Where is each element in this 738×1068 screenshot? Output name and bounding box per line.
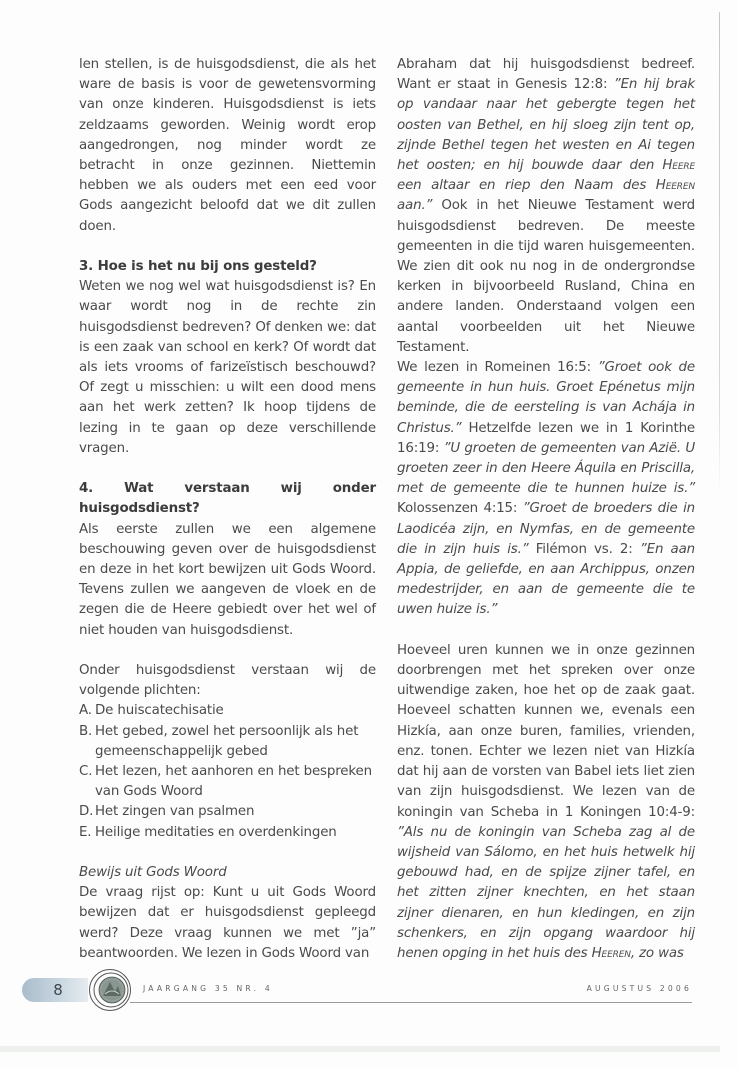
section-4-heading: 4. Wat verstaan wij onder huisgodsdienst?: [79, 481, 376, 517]
list-item: [79, 722, 376, 762]
quote-run: aan.”: [397, 198, 433, 214]
section-4-body: Als eerste zullen we een algemene beschouwing geven over de huisgodsdienst en deze in het kort bewijzen uit Gods Woord. Tevens zullen we aangeven de vloek en de zegen die de Heere gebiedt over het wel of niet houden van huisgodsdienst.: [79, 521, 376, 638]
quote-run: ”Als nu de koningin van Scheba zag al de wijsheid van Sálomo, en het huis hetwelk hij gebouwd had, en de spijze zijner tafel, en het zitten zijner knechten, en het staan zijner dienaren, en hun kledingen, en zijn schenkers, en zijn opgang waardoor hij henen opging in het huis des: [397, 824, 695, 961]
text-run: We lezen in Romeinen 16:5:: [397, 360, 598, 376]
page-number-badge: [22, 978, 88, 1002]
page-footer: [0, 966, 738, 1016]
list-item-text: Het lezen, het aanhoren en het bespreken van Gods Woord: [95, 764, 372, 800]
footer-rule: [130, 1002, 692, 1003]
list-item-label: D.: [79, 804, 94, 820]
quote-run: , zo was: [630, 945, 684, 961]
philemon-quote: ”En aan Appia, de geliefde, en aan Archippus, onzen medestrijder, en aan de gemeente die te uwen huize is.”: [397, 541, 695, 618]
text-run: Abraham dat hij huisgodsdienst bedreef. Want er staat in Genesis 12:8:: [397, 57, 695, 93]
page-bottom-band: [0, 1046, 720, 1052]
list-item-text: De huiscatechisatie: [95, 703, 224, 719]
issue-date: AUGUSTUS 2006: [586, 984, 692, 993]
hoeveel-paragraph: [397, 641, 695, 964]
list-item-text: Heilige meditaties en overdenkingen: [95, 824, 337, 840]
list-item: [79, 823, 376, 843]
romans-paragraph: [397, 358, 695, 621]
list-item-label: E.: [79, 824, 92, 840]
colossians-quote: ”Groet de broeders die in Laodicéa zijn, en Nymfas, en de gemeente die in zijn huis is.”: [397, 501, 695, 557]
intro-paragraph: len stellen, is de huisgodsdienst, die als het ware de basis is voor de gewetensvorming van onze kinderen. Huisgodsdienst is iets zeldzaams geworden. Weinig wordt erop aangedrongen, nog minder wordt ze betracht in onze gezinnen. Niettemin hebben we als ouders met een eed voor Gods aangezicht beloofd dat we dit zullen doen.: [79, 57, 376, 234]
seal-emblem-icon: [88, 968, 132, 1012]
small-caps-run: Heeren: [591, 945, 631, 961]
page-edge-rule: [719, 12, 720, 492]
list-item: [79, 762, 376, 802]
proof-body: De vraag rijst op: Kunt u uit Gods Woord bewijzen dat er huisgodsdienst gepleegd werd? Deze vraag kunnen we met ”ja” beantwoorden. We lezen in Gods Woord van: [79, 885, 376, 961]
duties-list: [79, 701, 376, 842]
quote-run: ”En hij brak op vandaar naar het gebergte tegen het oosten van Bethel, en hij sloeg zijn tent op, zijnde Bethel tegen het westen en Ai tegen het oosten; en hij bouwde daar den: [397, 77, 695, 174]
corinthians-quote: ”U groeten de gemeenten van Azië. U groeten zeer in den Heere Áquila en Priscilla, met de gemeente die te hunnen huize is.”: [397, 440, 695, 497]
small-caps-run: Heere: [662, 158, 695, 174]
genesis-quote: [397, 77, 695, 213]
list-item-text: Het gebed, zowel het persoonlijk als het gemeenschappelijk gebed: [95, 723, 359, 759]
quote-run: een altaar en riep den Naam des: [397, 178, 656, 194]
list-item: [79, 701, 376, 721]
romans-quote: ”Groet ook de gemeente in hun huis. Groet Epénetus mijn beminde, die de eersteling is van Achája in Christus.”: [397, 360, 695, 436]
small-caps-run: Heeren: [655, 178, 695, 194]
list-item-text: Het zingen van psalmen: [95, 804, 255, 820]
list-item-label: B.: [79, 723, 93, 739]
proof-subheading: Bewijs uit Gods Woord: [79, 865, 227, 881]
list-item-label: A.: [79, 703, 92, 719]
left-column: [79, 55, 376, 964]
kings-quote: [397, 825, 695, 961]
list-item: [79, 802, 376, 822]
text-run: Hetzelfde lezen we in 1 Korinthe 16:19:: [397, 420, 695, 456]
list-item-label: C.: [79, 764, 93, 780]
text-run: Kolossenzen 4:15:: [397, 501, 523, 517]
page-number: 8: [53, 981, 63, 999]
text-run: Ook in het Nieuwe Testament werd huisgodsdienst bedreven. De meeste gemeenten in die tijd waren huisgemeenten. We zien dit ook nu nog in de ondergrondse kerken in bijvoorbeeld Rusland, China en andere landen. Onderstaand volgen een aantal voorbeelden uit het Nieuwe Testament.: [397, 198, 695, 355]
duties-intro: Onder huisgodsdienst verstaan wij de volgende plichten:: [79, 663, 376, 699]
journal-issue: JAARGANG 35 NR. 4: [143, 984, 273, 993]
section-3-body: Weten we nog wel wat huisgodsdienst is? En waar wordt nog in de rechte zin huisgodsdienst bedreven? Of denken we: dat is een zaak van school en kerk? Of wordt dat als iets vrooms of farizeïstisch beschouwd? Of zegt u misschien: u wilt een dood mens aan het werk zetten? Ik hoop tijdens de lezing in te gaan op deze verschillende vragen.: [79, 279, 376, 456]
right-column: [397, 55, 695, 964]
abraham-paragraph: [397, 55, 695, 358]
text-run: Hoeveel uren kunnen we in onze gezinnen doorbrengen met het spreken over onze uitwendige zaken, hoe het op de zaak gaat. Hoeveel schatten kunnen we, evenals een Hizkía, aan onze buren, families, vrienden, enz. tonen. Echter we lezen niet van Hizkía dat hij aan de vorsten van Babel iets liet zien van zijn huisgodsdienst. We lezen van de koningin van Scheba in 1 Koningen 10:4-9:: [397, 642, 695, 820]
section-3-heading: 3. Hoe is het nu bij ons gesteld?: [79, 259, 317, 275]
text-run: Filémon vs. 2:: [528, 541, 640, 557]
